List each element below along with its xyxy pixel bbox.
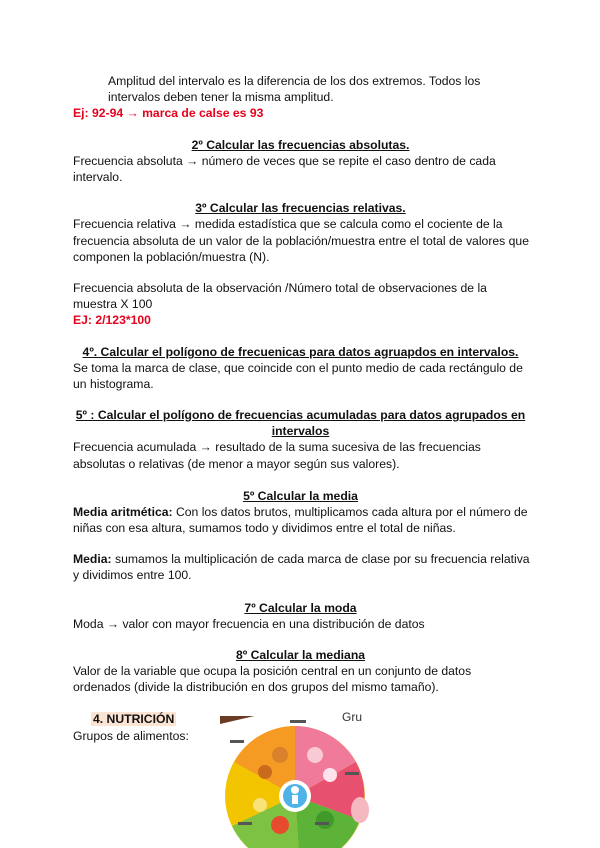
nutrition-title: 4. NUTRICIÓN xyxy=(93,712,175,726)
figure-label: Gru xyxy=(342,710,363,724)
intro-line-2: intervalos deben tener la misma amplitud. xyxy=(108,90,334,104)
mean-paragraph-line-1 xyxy=(73,504,528,521)
media-paragraph-line-2: y dividimos entre 100. xyxy=(73,568,192,582)
step3-line-2: frecuencia absoluta de un valor de la población/muestra entre el total de valores que xyxy=(73,234,529,248)
step4-heading: 4º. Calcular el polígono de frecuenicas para datos agruapdos en intervalos. xyxy=(82,345,519,359)
step5a-line-2: absolutas o relativas (de menor a mayor según sus valores). xyxy=(73,457,400,471)
step7-line-1: Moda → valor con mayor frecuencia en una distribución de datos xyxy=(73,617,425,631)
step2-line-2: intervalo. xyxy=(73,170,123,184)
step7-heading: 7º Calcular la moda xyxy=(244,601,357,615)
food-wheel-image xyxy=(220,710,370,848)
nutrition-subtitle: Grupos de alimentos: xyxy=(73,729,189,743)
step3-line-3: componen la población/muestra (N). xyxy=(73,250,270,264)
step3-formula-2: muestra X 100 xyxy=(73,297,153,311)
mean-label: Media aritmética: xyxy=(73,505,173,519)
intro-example: Ej: 92-94 → marca de calse es 93 xyxy=(73,106,264,120)
step8-line-1: Valor de la variable que ocupa la posición central en un conjunto de datos xyxy=(73,664,472,678)
step8-heading: 8º Calcular la mediana xyxy=(235,648,366,662)
step2-line-1: Frecuencia absoluta → número de veces que se repite el caso dentro de cada xyxy=(73,154,496,168)
step4-line-2: un histograma. xyxy=(73,377,154,391)
step3-formula-1: Frecuencia absoluta de la observación /Número total de observaciones de la xyxy=(73,281,487,295)
step3-example: EJ: 2/123*100 xyxy=(73,313,151,327)
step5a-line-1: Frecuencia acumulada → resultado de la suma sucesiva de las frecuencias xyxy=(73,440,481,454)
step8-line-2: ordenados (divide la distribución en dos grupos del mismo tamaño). xyxy=(73,680,439,694)
mean-paragraph-line-2: niñas con esa altura, sumamos todo y dividimos entre el total de niñas. xyxy=(73,521,456,535)
step3-heading: 3º Calcular las frecuencias relativas. xyxy=(195,201,406,215)
intro-line-1: Amplitud del intervalo es la diferencia de los dos extremos. Todos los xyxy=(108,74,481,88)
step3-line-1: Frecuencia relativa → medida estadística que se calcula como el cociente de la xyxy=(73,217,503,231)
step4-line-1: Se toma la marca de clase, que coincide con el punto medio de cada rectángulo de xyxy=(73,361,523,375)
mean-text-1: Con los datos brutos, multiplicamos cada altura por el número de xyxy=(172,505,528,519)
media-label: Media: xyxy=(73,552,112,566)
step5a-heading-1: 5º : Calcular el polígono de frecuencias acumuladas para datos agrupados en xyxy=(75,408,526,422)
media-text-1: sumamos la multiplicación de cada marca de clase por su frecuencia relativa xyxy=(111,552,530,566)
step5a-heading-2: intervalos xyxy=(271,424,330,438)
step5b-heading: 5º Calcular la media xyxy=(243,489,358,503)
media-paragraph-line-1 xyxy=(73,551,530,568)
food-wheel-icon xyxy=(220,710,370,848)
step2-heading: 2º Calcular las frecuencias absolutas. xyxy=(191,138,410,152)
